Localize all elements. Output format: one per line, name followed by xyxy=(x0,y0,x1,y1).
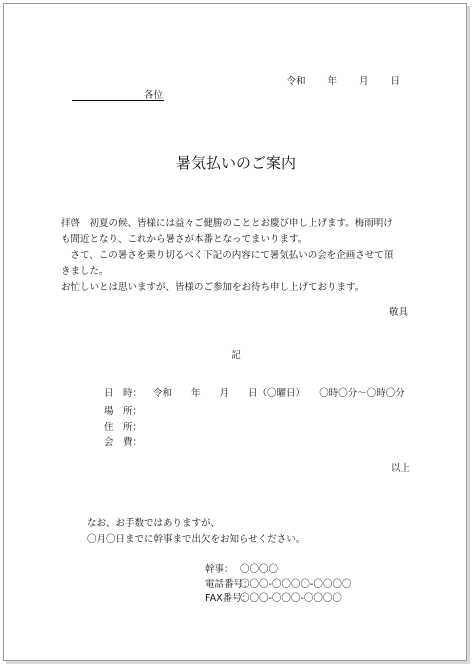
body-line-3: さて、この暑さを乗り切るべく下記の内容にて暑気払いの会を企画させて頂 xyxy=(61,250,394,261)
detail-label-place: 場 所： xyxy=(104,406,143,417)
document-title: 暑気払いのご案内 xyxy=(175,154,296,172)
contact-label-organizer: 幹事： xyxy=(205,564,234,575)
footer-line-1: なお、お手数ではありますが、 xyxy=(87,518,221,529)
date-month: 月 xyxy=(358,76,369,87)
body-line-1: 拝啓 初夏の候、皆様には益々ご健勝のこととお慶び申し上げます。梅雨明け xyxy=(61,218,393,229)
document-page xyxy=(3,3,467,661)
closing-ijo: 以上 xyxy=(390,463,410,474)
date-day: 日 xyxy=(390,76,400,87)
body-line-5: お忙しいとは思いますが、皆様のご参加をお待ち申し上げております。 xyxy=(61,282,365,293)
date-year: 年 xyxy=(327,76,337,87)
contact-label-fax: FAX番号： xyxy=(205,593,252,604)
date-line xyxy=(286,76,400,88)
detail-label-datetime: 日 時： xyxy=(104,388,143,399)
body-line-4: きました。 xyxy=(61,266,109,277)
body-line-2: も間近となり、これから暑さが本番となってまいります。 xyxy=(61,234,308,245)
detail-label-fee: 会 費： xyxy=(104,437,143,448)
contact-value-phone: 〇〇〇-〇〇〇〇-〇〇〇〇 xyxy=(240,579,352,590)
contact-value-organizer: 〇〇〇〇 xyxy=(240,564,279,575)
date-era: 令和 xyxy=(286,76,306,87)
addressee: 各位 xyxy=(144,90,164,101)
footer-line-2: 〇月〇日までに幹事まで出欠をお知らせください。 xyxy=(87,534,306,545)
detail-value-datetime: 令和 年 月 日（〇曜日） 〇時〇分～〇時〇分 xyxy=(153,388,405,399)
closing-keigu: 敬具 xyxy=(388,307,408,318)
contact-label-phone: 電話番号： xyxy=(205,579,253,590)
detail-label-address: 住 所： xyxy=(104,422,143,433)
contact-value-fax: 〇〇〇-〇〇〇-〇〇〇〇 xyxy=(240,593,342,604)
ki-heading: 記 xyxy=(231,350,241,361)
